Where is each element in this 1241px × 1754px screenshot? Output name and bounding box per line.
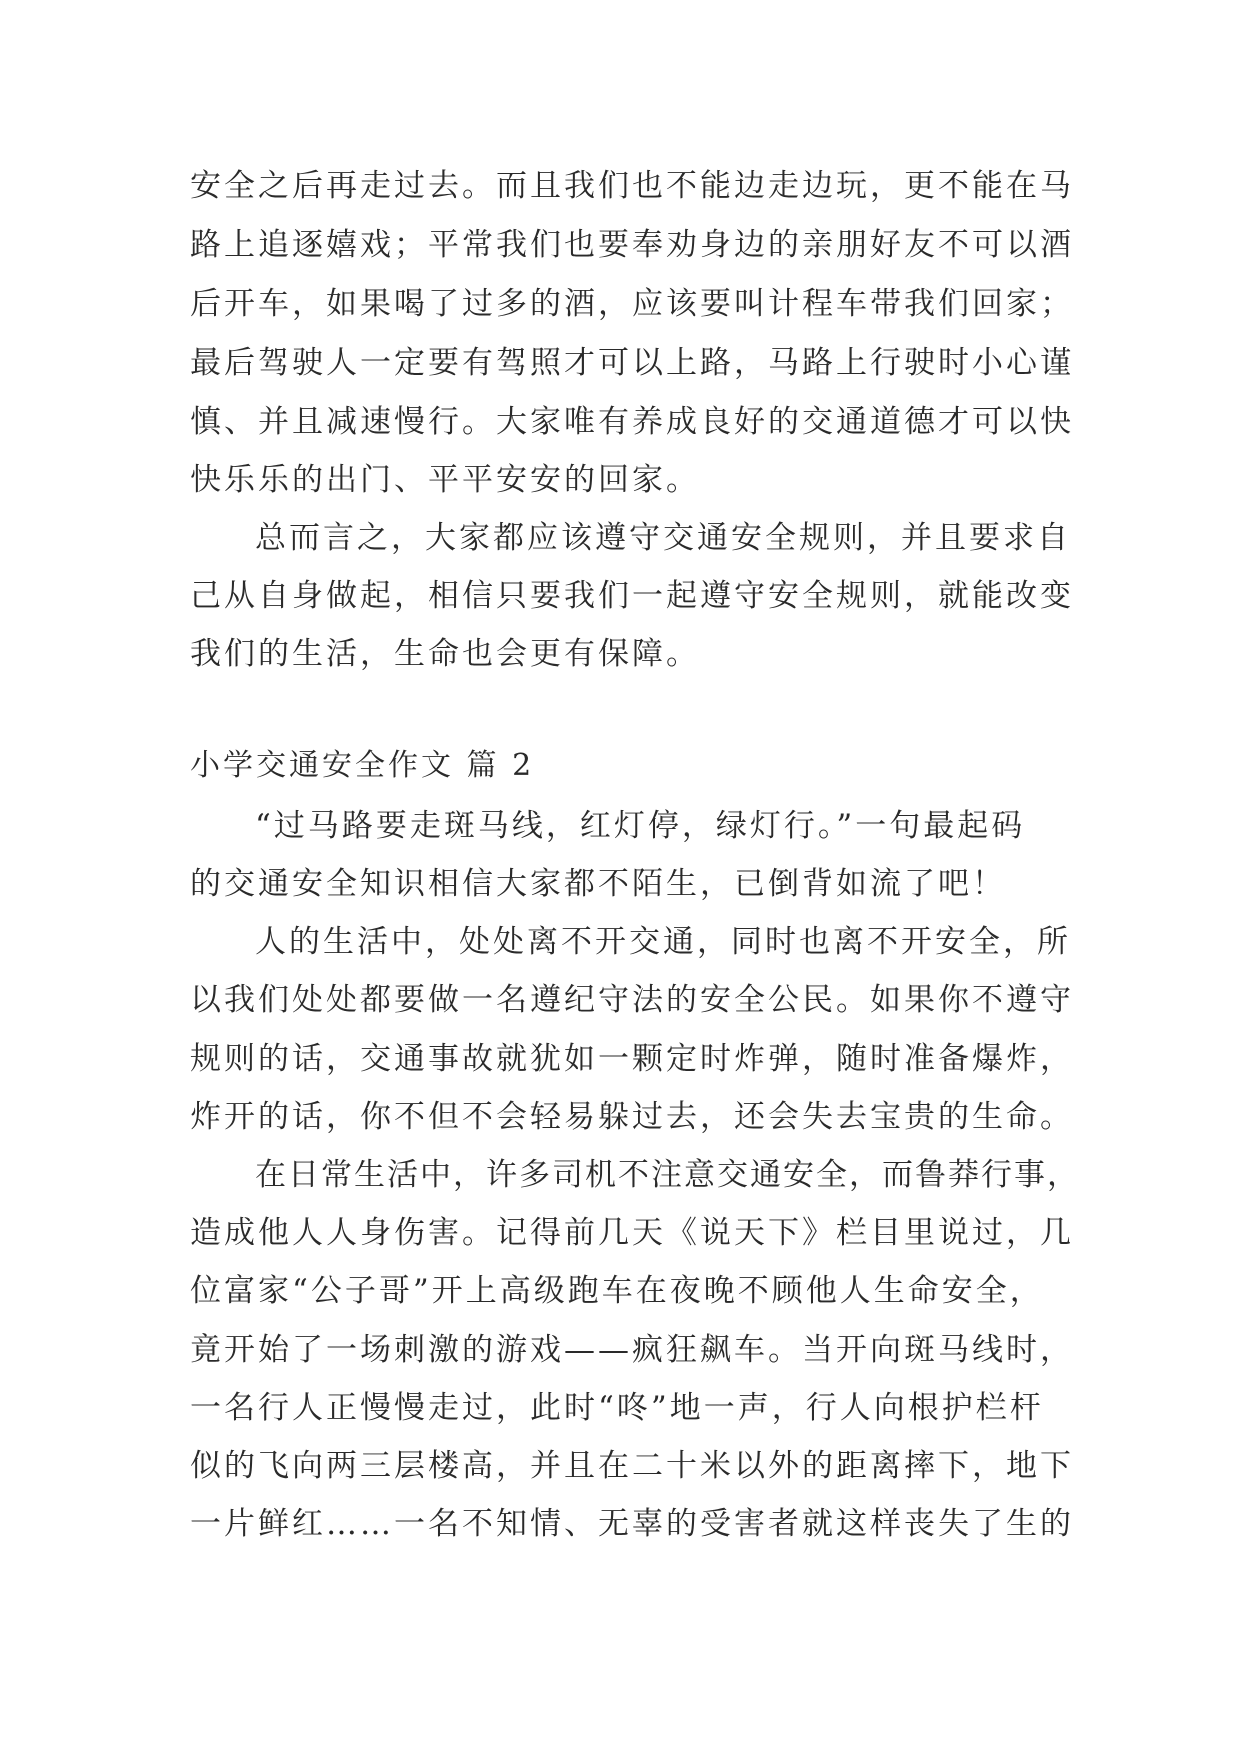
text-line: 最后驾驶人一定要有驾照才可以上路，马路上行驶时小心谨	[190, 345, 1074, 381]
text-line: 总而言之，大家都应该遵守交通安全规则，并且要求自	[255, 520, 1071, 556]
text-line: 造成他人人身伤害。记得前几天《说天下》栏目里说过，几	[190, 1215, 1074, 1251]
text-line: 慎、并且减速慢行。大家唯有养成良好的交通道德才可以快	[190, 404, 1074, 440]
text-line: 位富家“公子哥”开上高级跑车在夜晚不顾他人生命安全，	[190, 1273, 1044, 1309]
text-line: 竟开始了一场刺激的游戏——疯狂飙车。当开向斑马线时，	[190, 1332, 1074, 1368]
text-line: “过马路要走斑马线，红灯停，绿灯行。”一句最起码	[255, 808, 1026, 844]
text-line: 我们的生活，生命也会更有保障。	[190, 636, 700, 672]
text-line: 以我们处处都要做一名遵纪守法的安全公民。如果你不遵守	[190, 982, 1074, 1018]
text-line: 规则的话，交通事故就犹如一颗定时炸弹，随时准备爆炸，	[190, 1041, 1074, 1077]
text-line: 己从自身做起，相信只要我们一起遵守安全规则，就能改变	[190, 578, 1074, 614]
text-line: 的交通安全知识相信大家都不陌生，已倒背如流了吧！	[190, 866, 1006, 902]
text-line: 一片鲜红……一名不知情、无辜的受害者就这样丧失了生的	[190, 1506, 1074, 1542]
text-line: 似的飞向两三层楼高，并且在二十米以外的距离摔下，地下	[190, 1448, 1074, 1484]
section-heading: 小学交通安全作文 篇 2	[190, 748, 535, 783]
text-line: 后开车，如果喝了过多的酒，应该要叫计程车带我们回家；	[190, 286, 1074, 322]
text-line: 路上追逐嬉戏；平常我们也要奉劝身边的亲朋好友不可以酒	[190, 227, 1074, 263]
text-line: 在日常生活中，许多司机不注意交通安全，而鲁莽行事，	[255, 1157, 1080, 1193]
text-line: 人的生活中，处处离不开交通，同时也离不开安全，所	[255, 924, 1071, 960]
text-line: 一名行人正慢慢走过，此时“咚”地一声，行人向根护栏杆	[190, 1390, 1044, 1426]
text-line: 快乐乐的出门、平平安安的回家。	[190, 462, 700, 498]
text-line: 炸开的话，你不但不会轻易躲过去，还会失去宝贵的生命。	[190, 1099, 1074, 1135]
text-line: 安全之后再走过去。而且我们也不能边走边玩，更不能在马	[190, 168, 1074, 204]
